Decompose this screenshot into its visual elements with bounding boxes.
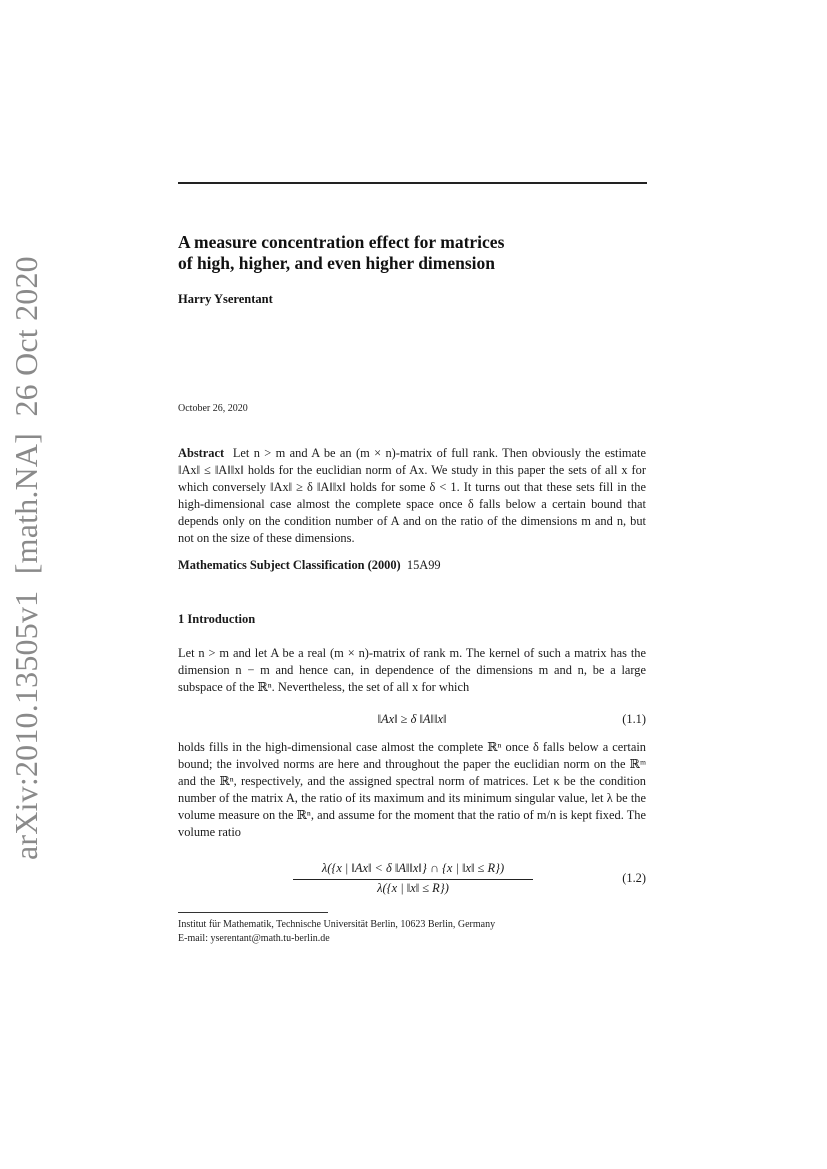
equation-1-1-body: ‖Ax‖ ≥ δ ‖A‖‖x‖ — [377, 712, 447, 726]
footnote — [178, 918, 495, 946]
abstract-label: Abstract — [178, 446, 225, 460]
equation-1-2-number: (1.2) — [622, 871, 646, 885]
abstract — [178, 445, 646, 547]
paper-date: October 26, 2020 — [178, 403, 248, 414]
volume-ratio-fraction — [293, 860, 533, 897]
section-heading-introduction: 1 Introduction — [178, 612, 256, 626]
equation-1-1 — [178, 712, 646, 730]
msc-value: 15A99 — [406, 558, 441, 572]
abstract-text: Let n > m and A be an (m × n)-matrix of full rank. Then obviously the estimate ‖Ax‖ ≤ ‖A‖‖x‖ holds for the euclidian norm of Ax. We study in this paper the sets of all x for which conversely ‖Ax‖ ≥ δ ‖A‖‖x‖ holds for some δ < 1. It turns out that these sets fill in the high-dimensional case almost the complete space once δ falls below a certain bound that depends only on the condition number of A and on the ratio of the dimensions m and n, but not on the size of these dimensions. — [178, 446, 646, 545]
header-rule — [178, 182, 647, 184]
footnote-email: E-mail: yserentant@math.tu-berlin.de — [178, 933, 330, 944]
subject-classification — [178, 557, 646, 574]
equation-1-1-number: (1.1) — [622, 712, 646, 726]
fraction-numerator: λ({x | ‖Ax‖ < δ ‖A‖‖x‖} ∩ {x | ‖x‖ ≤ R}) — [293, 860, 533, 880]
intro-paragraph-1: Let n > m and let A be a real (m × n)-matrix of rank m. The kernel of such a matrix has the dimension n − m and hence can, in dependence of the dimensions m and n, be a large subspace of the ℝⁿ. Nevertheless, the set of all x for which — [178, 646, 646, 694]
paper-title — [178, 232, 504, 274]
footnote-rule — [178, 912, 328, 913]
author-name: Harry Yserentant — [178, 292, 273, 306]
footnote-affiliation: Institut für Mathematik, Technische Universität Berlin, 10623 Berlin, Germany — [178, 919, 496, 930]
title-line-2: of high, higher, and even higher dimension — [178, 253, 496, 273]
fraction-denominator: λ({x | ‖x‖ ≤ R}) — [377, 881, 449, 895]
msc-label: Mathematics Subject Classification (2000) — [178, 558, 401, 572]
title-line-1: A measure concentration effect for matrices — [178, 232, 505, 252]
arxiv-identifier-stamp: arXiv:2010.13505v1 [math.NA] 26 Oct 2020 — [8, 256, 44, 860]
intro-paragraph-2: holds fills in the high-dimensional case almost the complete ℝⁿ once δ falls below a certain bound; the involved norms are here and throughout the paper the euclidian norm on the ℝᵐ and the ℝⁿ, respectively, and the assigned spectral norm of matrices. Let κ be the condition number of the matrix A, the ratio of its maximum and its minimum singular value, let λ be the volume measure on the ℝⁿ, and assume for the moment that the ratio of m/n is kept fixed. The volume ratio — [178, 740, 646, 839]
equation-1-2 — [178, 860, 646, 902]
